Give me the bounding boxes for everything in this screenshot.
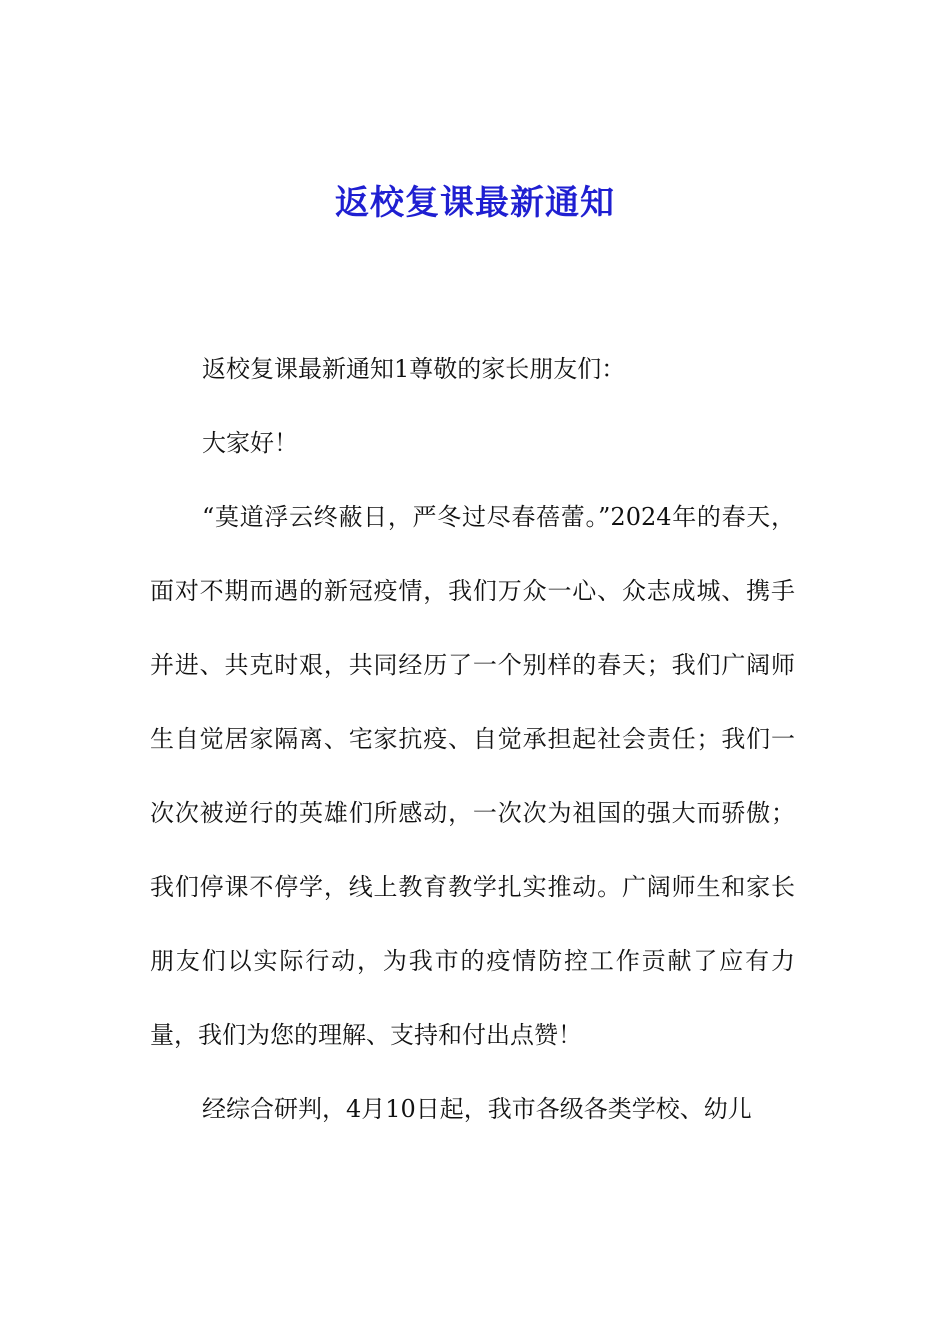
document-body [150,332,795,1146]
paragraph-main: “莫道浮云终蔽日，严冬过尽春蓓蕾。”2024年的春天，面对不期而遇的新冠疫情，我们万众一心、众志成城、携手并进、共克时艰，共同经历了一个别样的春天；我们广阔师生自觉居家隔离、宅家抗疫、自觉承担起社会责任；我们一次次被逆行的英雄们所感动，一次次为祖国的强大而骄傲；我们停课不停学，线上教育教学扎实推动。广阔师生和家长朋友们以实际行动，为我市的疫情防控工作贡献了应有力量，我们为您的理解、支持和付出点赞！ [150,503,795,1049]
document-title: 返校复课最新通知 [335,183,615,223]
paragraph-greeting: 大家好！ [202,429,298,457]
paragraph-greeting-header: 返校复课最新通知1尊敬的家长朋友们： [202,355,626,383]
paragraph-notice: 经综合研判，4月10日起，我市各级各类学校、幼儿 [202,1095,752,1123]
